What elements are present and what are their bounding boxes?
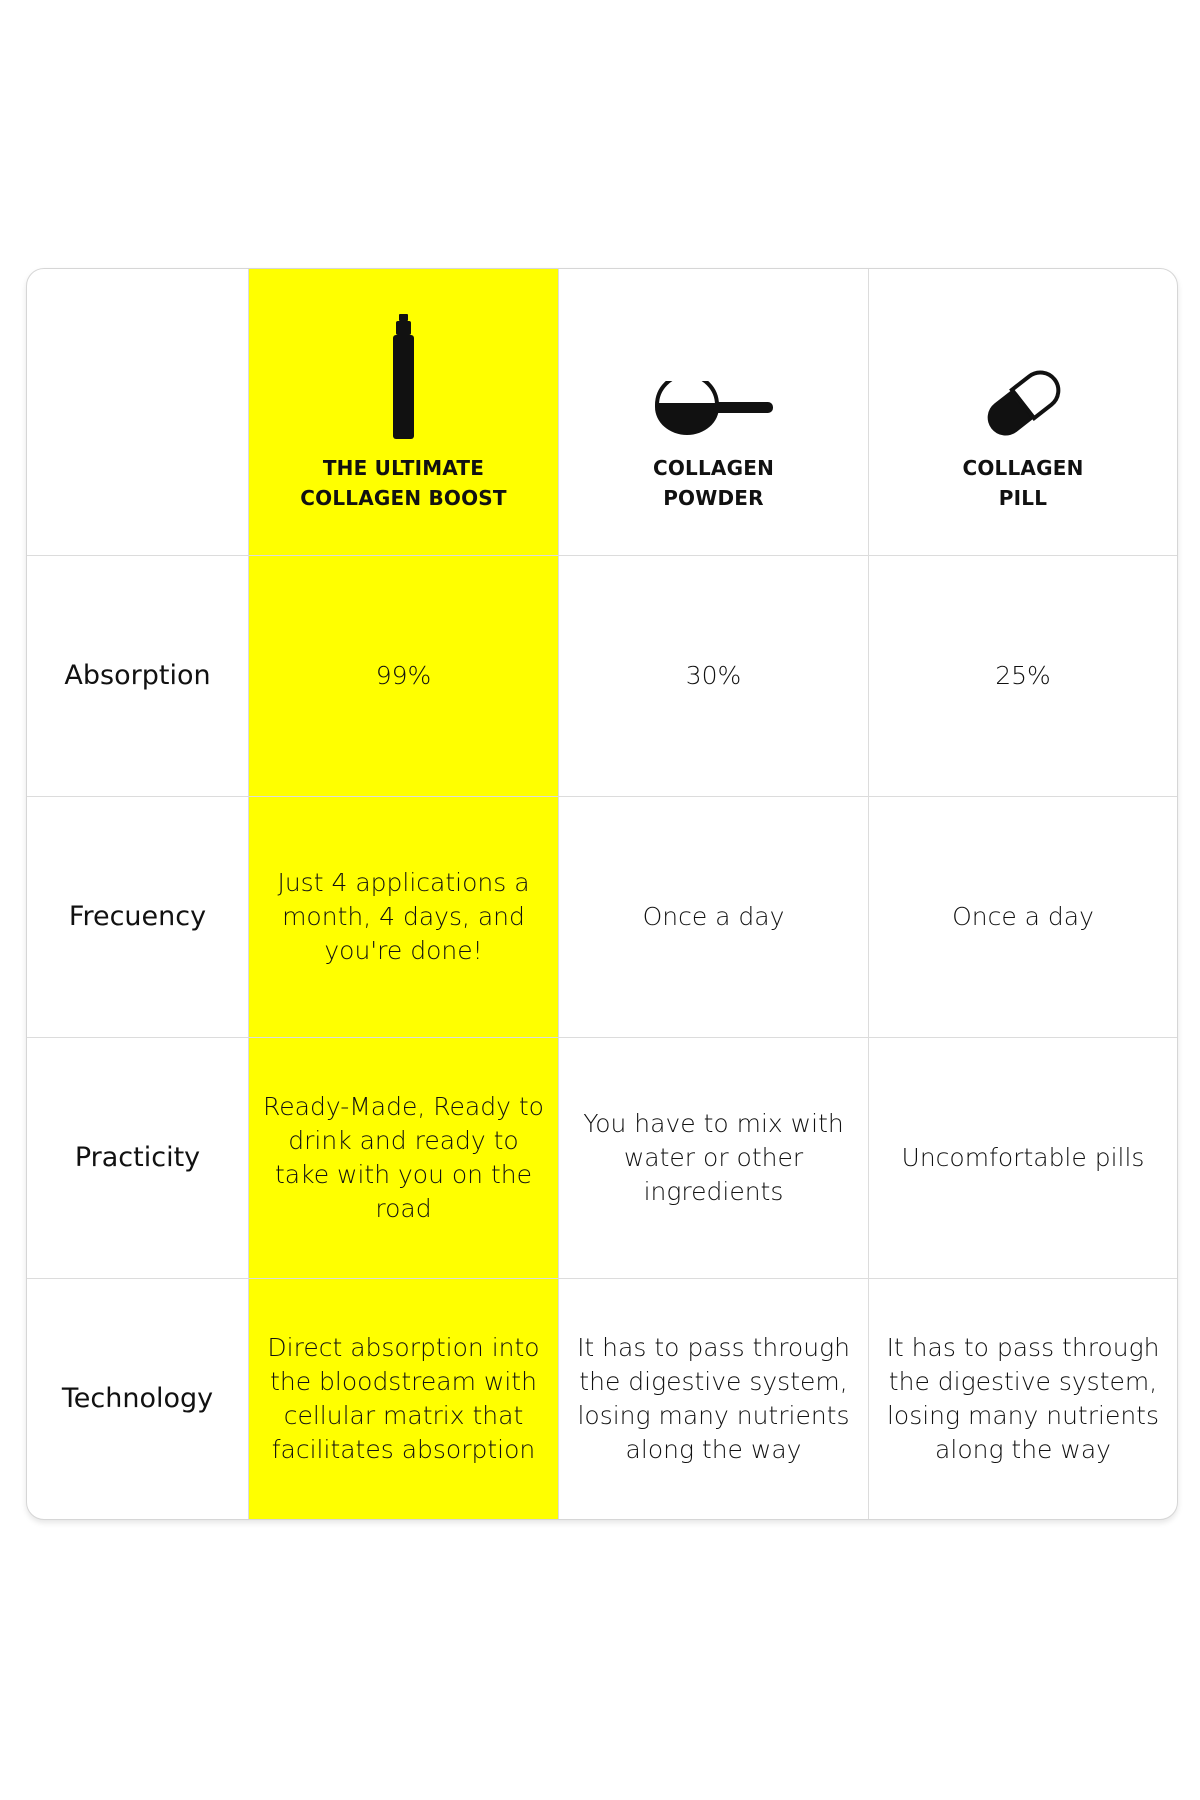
technology-ultimate-value: Direct absorption into the bloodstream with cellular matrix that facilitates absorption — [249, 1279, 559, 1519]
frecuency-pill-value: Once a day — [869, 797, 1177, 1038]
practicity-powder-value: You have to mix with water or other ingredients — [559, 1038, 869, 1279]
row-label-absorption: Absorption — [27, 556, 249, 797]
practicity-pill-value: Uncomfortable pills — [869, 1038, 1177, 1279]
technology-pill-value: It has to pass through the digestive system, losing many nutrients along the way — [886, 1333, 1160, 1464]
practicity-ultimate-value: Ready-Made, Ready to drink and ready to take with you on the road — [249, 1038, 559, 1279]
technology-powder-value: It has to pass through the digestive system, losing many nutrients along the way — [559, 1279, 869, 1519]
header-collagen-pill — [869, 269, 1177, 556]
scoop-icon — [653, 299, 775, 439]
frecuency-powder-value: Once a day — [559, 797, 869, 1038]
row-label-technology: Technology — [27, 1279, 249, 1519]
column-title-ultimate-collagen-boost: THE ULTIMATE COLLAGEN BOOST — [300, 456, 507, 510]
header-ultimate-collagen-boost — [249, 269, 559, 556]
comparison-card — [26, 268, 1178, 1520]
absorption-pill-value: 25% — [869, 556, 1177, 797]
row-label-frecuency: Frecuency — [27, 797, 249, 1038]
comparison-table — [27, 269, 1177, 1519]
absorption-powder-value: 30% — [559, 556, 869, 797]
frecuency-ultimate-value: Just 4 applications a month, 4 days, and you're done! — [249, 797, 559, 1038]
header-collagen-powder — [559, 269, 869, 556]
absorption-ultimate-value: 99% — [249, 556, 559, 797]
row-label-practicity: Practicity — [27, 1038, 249, 1279]
column-title-collagen-powder: COLLAGEN POWDER — [652, 456, 775, 510]
header-empty-cell — [27, 269, 249, 556]
column-title-collagen-pill: COLLAGEN PILL — [962, 456, 1084, 510]
spray-bottle-icon — [389, 299, 419, 439]
pill-icon — [981, 299, 1065, 439]
